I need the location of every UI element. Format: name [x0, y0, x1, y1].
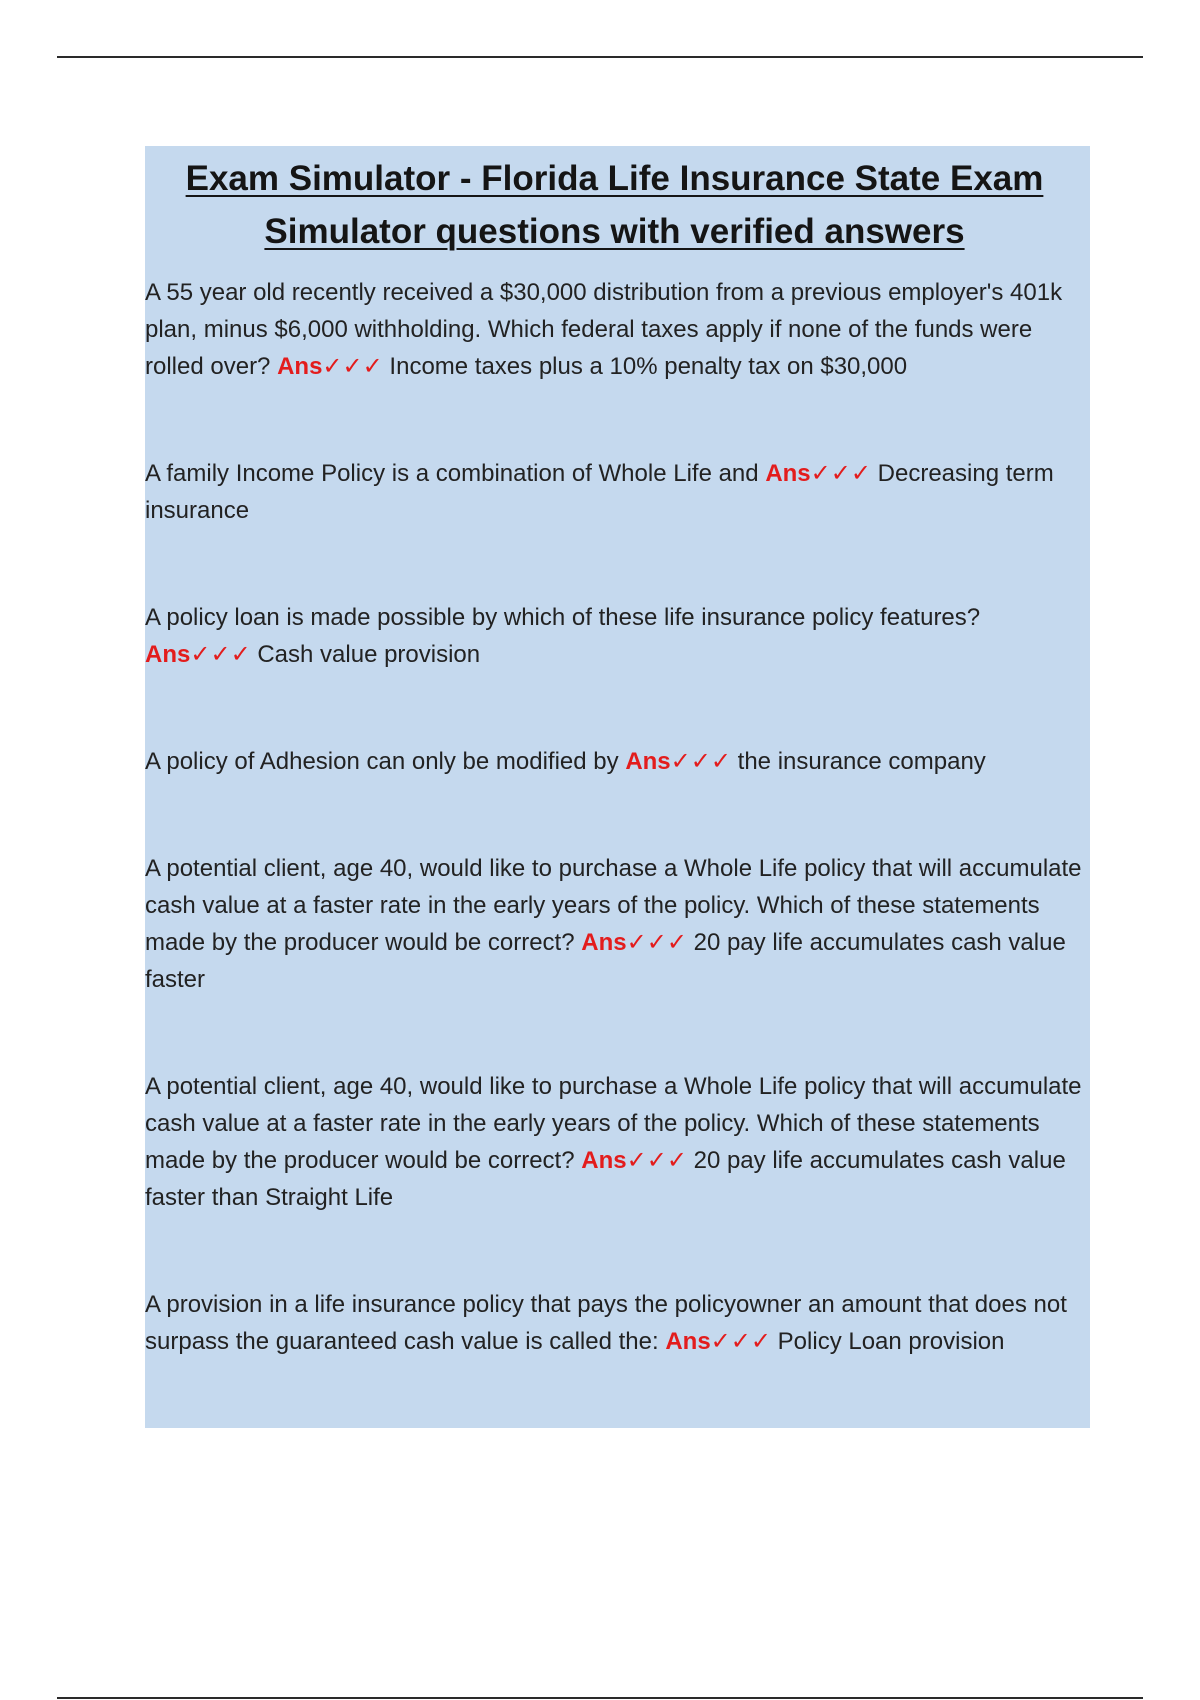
check-marks-icon: ✓✓✓ [190, 641, 251, 668]
question-text: A potential client, age 40, would like to purchase a Whole Life policy that will accumulate cash value at a faster rate in the early years of the policy. Which of these statements made by the producer would be correct? [145, 855, 1082, 956]
answer-marker: Ans [145, 641, 191, 668]
qa-item [145, 599, 1084, 673]
answer-text: Income taxes plus a 10% penalty tax on $30,000 [389, 353, 908, 380]
answer-marker: Ans [665, 1328, 711, 1355]
answer-text: Decreasing term insurance [145, 460, 1054, 524]
check-marks-icon: ✓✓✓ [626, 929, 687, 956]
title-line-1: Exam Simulator - Florida Life Insurance State Exam [185, 159, 1044, 198]
title-line-2: Simulator questions with verified answers [264, 212, 965, 251]
qa-item [145, 1068, 1084, 1216]
answer-text: 20 pay life accumulates cash value faster [145, 929, 1066, 993]
answer-marker: Ans [765, 460, 811, 487]
question-text: A family Income Policy is a combination of Whole Life and [145, 460, 759, 487]
question-text: A provision in a life insurance policy that pays the policyowner an amount that does not surpass the guaranteed cash value is called the: [145, 1291, 1067, 1355]
question-text: A policy of Adhesion can only be modified by [145, 748, 619, 775]
qa-item [145, 274, 1084, 385]
answer-text: Cash value provision [257, 641, 481, 668]
answer-marker: Ans [625, 748, 671, 775]
document-title [145, 146, 1084, 258]
answer-marker: Ans [277, 353, 323, 380]
qa-item [145, 455, 1084, 529]
question-text: A potential client, age 40, would like to purchase a Whole Life policy that will accumulate cash value at a faster rate in the early years of the policy. Which of these statements made by the producer would be correct? [145, 1073, 1082, 1174]
check-marks-icon: ✓✓✓ [322, 353, 383, 380]
question-text: A policy loan is made possible by which of these life insurance policy features? [145, 604, 981, 631]
header-rule [57, 56, 1143, 58]
answer-text: the insurance company [737, 748, 986, 775]
answer-marker: Ans [581, 929, 627, 956]
check-marks-icon: ✓✓✓ [626, 1147, 687, 1174]
answer-text: 20 pay life accumulates cash value faster than Straight Life [145, 1147, 1066, 1211]
qa-item [145, 743, 1084, 780]
check-marks-icon: ✓✓✓ [810, 460, 871, 487]
footer-rule [57, 1697, 1143, 1699]
qa-item [145, 850, 1084, 998]
answer-text: Policy Loan provision [777, 1328, 1005, 1355]
document-body [145, 146, 1090, 1428]
answer-marker: Ans [581, 1147, 627, 1174]
qa-item [145, 1286, 1084, 1360]
check-marks-icon: ✓✓✓ [710, 1328, 771, 1355]
check-marks-icon: ✓✓✓ [670, 748, 731, 775]
question-text: A 55 year old recently received a $30,000 distribution from a previous employer's 401k plan, minus $6,000 withholding. Which federal taxes apply if none of the funds were rolled over? [145, 279, 1063, 380]
